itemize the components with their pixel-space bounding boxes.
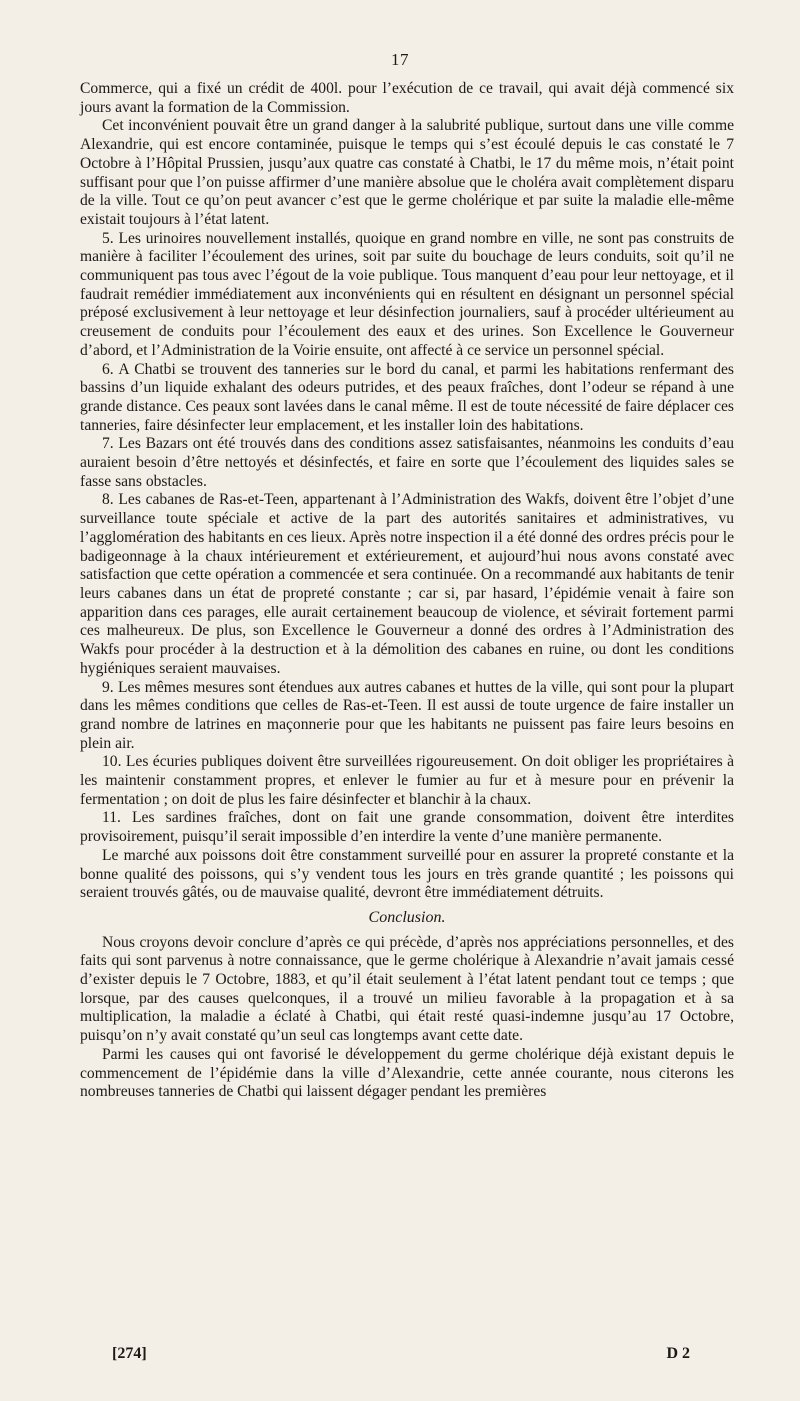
footer-page-ref: [274] (112, 1345, 147, 1362)
paragraph: Parmi les causes qui ont favorisé le développement du germe cholérique déjà existant depuis le commencement de l’épidémie dans la ville d’Alexandrie, cette année courante, nous citerons les nombreuses tanneries de Chatbi qui laissent dégager pendant les premières (80, 1045, 734, 1101)
paragraph: 10. Les écuries publiques doivent être surveillées rigoureusement. On doit obliger les propriétaires à les maintenir constamment propres, et enlever le fumier au fur et à mesure pour en prévenir la fermentation ; on doit de plus les faire désinfecter et blanchir à la chaux. (80, 753, 734, 808)
page-number: 17 (391, 50, 409, 69)
paragraph: 8. Les cabanes de Ras-et-Teen, appartenant à l’Administration des Wakfs, doivent être l’objet d’une surveillance toute spéciale et active de la part des autorités sanitaires et administratives, vu l’agglomération des habitants en ces lieux. Après notre inspection il a été donné des ordres précis pour le badigeonnage à la chaux intérieurement et extérieurement, et aujourd’hui nous avons constaté avec satisfaction que cette opération a commencée et sera continuée. On a recommandé aux habitants de tenir leurs cabanes dans un état de propreté constante ; car si, par hasard, l’épidémie venait à faire son apparition dans ces parages, elle aurait certainement beaucoup de violence, et sévirait fortement parmi ces malheureux. De plus, son Excellence le Gouverneur a donné des ordres à l’Administration des Wakfs pour procéder à la destruction et à la démolition des cabanes en ruine, ou dont les conditions hygiéniques seraient mauvaises. (80, 491, 734, 677)
paragraph: Cet inconvénient pouvait être un grand danger à la salubrité publique, surtout dans une ville comme Alexandrie, qui est encore contaminée, puisque le temps qui s’est écoulé depuis le cas constaté le 7 Octobre à l’Hôpital Prussien, jusqu’aux quatre cas constaté à Chatbi, le 17 du même mois, n’était point suffisant pour que l’on puisse affirmer d’une manière absolue que le choléra avait complètement disparu de la ville. Tout ce qu’on peut avancer c’est que le germe cholérique et par suite la maladie elle-même existait toujours à l’état latent. (80, 117, 734, 228)
conclusion-heading: Conclusion. (368, 908, 446, 926)
paragraph: Nous croyons devoir conclure d’après ce qui précède, d’après nos appréciations personnelles, et des faits qui sont parvenus à notre connaissance, que le germe cholérique à Alexandrie n’avait jamais cessé d’exister depuis le 7 Octobre, 1883, et qu’il était seulement à l’état latent pendant tout ce temps ; que lorsque, par des causes quelconques, il a trouvé un milieu favorable à la propagation et à sa multiplication, la maladie a éclaté à Chatbi, qui était resté quasi-indemne jusqu’au 17 Octobre, puisqu’on n’y avait constaté qu’un seul cas longtemps avant cette date. (80, 933, 734, 1045)
paragraph: Le marché aux poissons doit être constamment surveillé pour en assurer la propreté constante et la bonne qualité des poissons, qui s’y vendent tous les jours en très grande quantité ; les poissons qui seraient trouvés gâtés, ou de mauvaise qualité, devront être immédiatement détruits. (80, 846, 734, 902)
paragraph: Commerce, qui a fixé un crédit de 400l. pour l’exécution de ce travail, qui avait déjà commencé six jours avant la formation de la Commission. (80, 80, 734, 116)
footer-signature-mark: D 2 (666, 1345, 690, 1362)
body-text (80, 80, 734, 1102)
page-footer (112, 1345, 690, 1363)
paragraph: 7. Les Bazars ont été trouvés dans des conditions assez satisfaisantes, néanmoins les conduits d’eau auraient besoin d’être nettoyés et désinfectés, et faire en sorte que l’écoulement des liquides sales se fasse sans obstacles. (80, 435, 734, 490)
paragraph: 9. Les mêmes mesures sont étendues aux autres cabanes et huttes de la ville, qui sont pour la plupart dans les mêmes conditions que celles de Ras-et-Teen. Il est aussi de toute urgence de faire installer un grand nombre de latrines en maçonnerie pour que les habitants ne puissent pas faire leurs besoins en plein air. (80, 678, 734, 752)
paragraph: 6. A Chatbi se trouvent des tanneries sur le bord du canal, et parmi les habitations renfermant des bassins d’un liquide exhalant des odeurs putrides, et des peaux fraîches, dont l’odeur se répand à une grande distance. Ces peaux sont lavées dans le canal même. Il est de toute nécessité de faire déplacer ces tanneries, faire désinfecter leur emplacement, et les installer loin des habitations. (80, 360, 734, 434)
paragraph: 11. Les sardines fraîches, dont on fait une grande consommation, doivent être interdites provisoirement, puisqu’il serait impossible d’en interdire la vente d’une manière permanente. (80, 809, 734, 846)
paragraph: 5. Les urinoires nouvellement installés, quoique en grand nombre en ville, ne sont pas construits de manière à faciliter l’écoulement des urines, soit par suite du bouchage de leurs conduits, soit qu’il ne communiquent pas tous avec l’égout de la voie publique. Tous manquent d’eau pour leur nettoyage, et il faudrait remédier immédiatement aux inconvénients qui en résultent en désignant un personnel spécial préposé exclusivement à leur nettoyage et leur désinfection journaliers, sauf à procéder ultérieument au creusement de conduits pour l’écoulement des eaux et des urines. Son Excellence le Gouverneur d’abord, et l’Administration de la Voirie ensuite, ont affecté à ce service un personnel spécial. (80, 229, 734, 359)
